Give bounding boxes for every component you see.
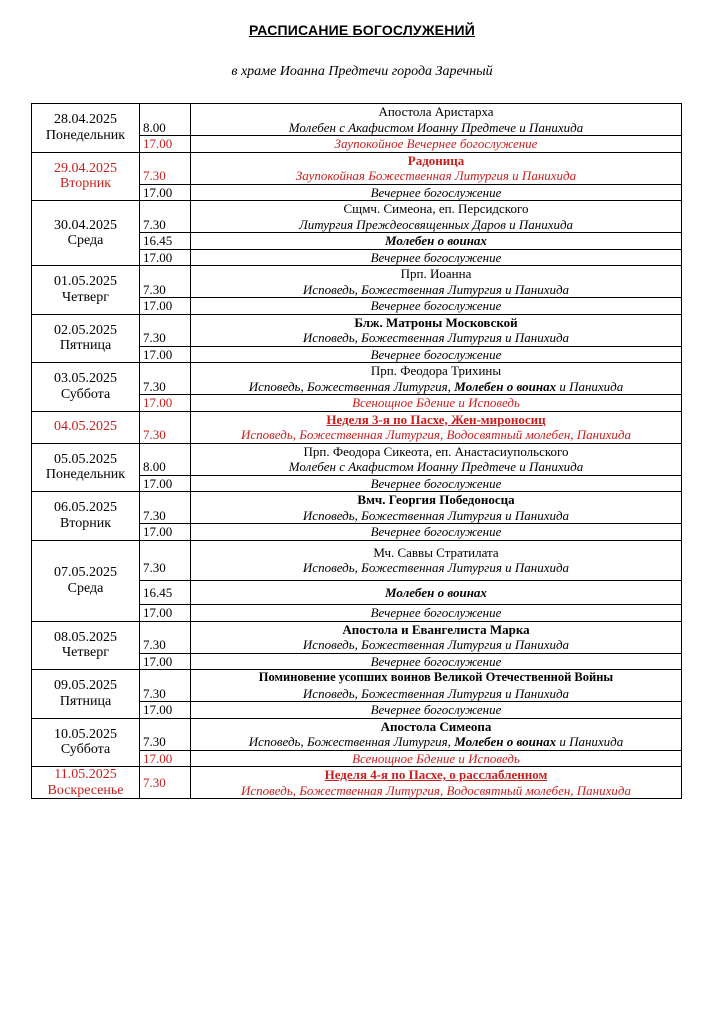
feast-name: Апостола Аристарха — [378, 104, 494, 119]
time-text: 8.00 — [143, 459, 166, 474]
feast-name: Прп. Иоанна — [400, 266, 472, 281]
date-cell — [32, 670, 140, 719]
time-cell — [140, 492, 191, 524]
table-row — [32, 314, 682, 346]
date-cell — [32, 621, 140, 670]
weekday-text: Суббота — [60, 386, 111, 402]
service-cell — [191, 266, 682, 298]
service-text: Вечернее богослужение — [370, 475, 502, 491]
service-cell — [191, 314, 682, 346]
time-cell — [140, 314, 191, 346]
time-cell — [140, 184, 191, 201]
service-text: Литургия Преждеосвященных Даров и Панихида — [298, 216, 574, 232]
service-text: Исповедь, Божественная Литургия, Водосвятный молебен, Панихида — [241, 782, 631, 798]
time-text: 7.30 — [143, 507, 166, 523]
time-text: 17.00 — [143, 750, 173, 766]
table-row — [32, 104, 682, 136]
date-cell — [32, 540, 140, 621]
date-text: 03.05.2025 — [54, 371, 117, 387]
date-text: 29.04.2025 — [54, 160, 117, 176]
service-cell — [191, 524, 682, 541]
service-cell — [191, 670, 682, 702]
time-cell — [140, 395, 191, 412]
service-cell — [191, 411, 682, 443]
date-cell — [32, 152, 140, 201]
time-cell — [140, 346, 191, 363]
service-cell — [191, 249, 682, 266]
date-cell — [32, 314, 140, 363]
service-cell — [191, 104, 682, 136]
table-row — [32, 540, 682, 580]
service-cell — [191, 767, 682, 799]
date-text: 01.05.2025 — [54, 274, 117, 290]
weekday-text: Среда — [67, 580, 104, 596]
service-cell — [191, 201, 682, 233]
feast-name: Прп. Феодора Сикеота, еп. Анастасиупольского — [303, 443, 569, 459]
time-text: 17.00 — [143, 184, 173, 200]
feast-name: Блж. Матроны Московской — [354, 314, 518, 330]
date-cell — [32, 363, 140, 412]
weekday-text: Четверг — [62, 289, 109, 305]
table-row — [32, 152, 682, 184]
time-cell — [140, 298, 191, 315]
time-text: 17.00 — [143, 702, 173, 717]
date-text: 06.05.2025 — [54, 500, 117, 516]
service-text: Вечернее богослужение — [370, 184, 502, 200]
service-text: Исповедь, Божественная Литургия, Водосвятный молебен, Панихида — [241, 427, 631, 442]
time-text: 17.00 — [143, 524, 173, 539]
date-cell — [32, 492, 140, 541]
date-text: 02.05.2025 — [54, 322, 117, 338]
table-row — [32, 201, 682, 233]
time-cell — [140, 201, 191, 233]
weekday-text: Четверг — [62, 645, 109, 661]
service-text: Молебен с Акафистом Иоанну Предтече и Панихида — [288, 459, 584, 474]
time-cell — [140, 266, 191, 298]
schedule-table — [31, 103, 682, 799]
time-cell — [140, 152, 191, 184]
service-text: Вечернее богослужение — [370, 346, 502, 362]
time-text: 7.30 — [143, 734, 166, 749]
time-cell — [140, 653, 191, 670]
time-cell — [140, 136, 191, 153]
time-text: 7.30 — [143, 168, 166, 183]
service-text: Молебен о воинах — [385, 233, 487, 248]
service-text: Вечернее богослужение — [370, 702, 502, 717]
time-cell — [140, 605, 191, 622]
service-cell — [191, 653, 682, 670]
service-cell — [191, 475, 682, 492]
date-text: 08.05.2025 — [54, 629, 117, 645]
feast-name: Апостола Симеопа — [380, 718, 492, 734]
service-cell — [191, 718, 682, 750]
time-text: 7.30 — [143, 378, 166, 394]
time-text: 16.45 — [143, 584, 173, 600]
date-cell — [32, 266, 140, 315]
service-text: Исповедь, Божественная Литургия и Панихида — [302, 685, 570, 701]
service-cell — [191, 363, 682, 395]
service-text: Вечернее богослужение — [370, 653, 502, 669]
feast-name: Апостола и Евангелиста Марка — [342, 621, 530, 637]
service-cell — [191, 152, 682, 184]
service-cell — [191, 443, 682, 475]
service-text: Вечернее богослужение — [370, 524, 502, 539]
table-row — [32, 411, 682, 443]
date-text: 10.05.2025 — [54, 726, 117, 742]
service-text: Вечернее богослужение — [370, 298, 502, 313]
time-cell — [140, 249, 191, 266]
date-cell — [32, 201, 140, 266]
service-text: Исповедь, Божественная Литургия и Панихида — [302, 637, 570, 652]
weekday-text: Понедельник — [45, 467, 126, 483]
service-cell — [191, 395, 682, 412]
time-cell — [140, 363, 191, 395]
time-cell — [140, 524, 191, 541]
table-row — [32, 718, 682, 750]
service-text: Исповедь, Божественная Литургия, Молебен о воинах и Панихида — [248, 734, 624, 749]
feast-name: Вмч. Георгия Победоносца — [357, 492, 515, 507]
table-row — [32, 670, 682, 702]
feast-name: Сщмч. Симеона, еп. Персидского — [343, 201, 529, 216]
time-text: 7.30 — [143, 685, 166, 701]
time-cell — [140, 621, 191, 653]
date-cell — [32, 718, 140, 767]
date-text: 04.05.2025 — [54, 419, 117, 435]
time-cell — [140, 475, 191, 492]
time-cell — [140, 718, 191, 750]
service-text: Вечернее богослужение — [370, 605, 502, 620]
time-text: 7.30 — [143, 281, 166, 297]
feast-name: Поминовение усопших воинов Великой Отечественной Войны — [258, 670, 614, 684]
date-text: 28.04.2025 — [54, 112, 117, 128]
table-row — [32, 767, 682, 799]
page-subtitle: в храме Иоанна Предтечи города Заречный — [231, 64, 493, 79]
service-cell — [191, 298, 682, 315]
table-row — [32, 621, 682, 653]
page-title: РАСПИСАНИЕ БОГОСЛУЖЕНИЙ — [248, 22, 476, 38]
time-cell — [140, 540, 191, 580]
time-text: 17.00 — [143, 136, 173, 151]
time-text: 17.00 — [143, 298, 173, 313]
weekday-text: Вторник — [59, 515, 112, 531]
time-cell — [140, 580, 191, 605]
date-cell — [32, 411, 140, 443]
time-text: 17.00 — [143, 605, 173, 620]
service-text: Всенощное Бдение и Исповедь — [352, 395, 520, 410]
service-text: Исповедь, Божественная Литургия и Панихида — [302, 507, 570, 523]
feast-name: Радоница — [407, 152, 465, 168]
weekday-text: Воскресенье — [47, 782, 124, 798]
time-cell — [140, 233, 191, 250]
service-text: Заупокойная Божественная Литургия и Панихида — [295, 168, 577, 183]
weekday-text: Пятница — [59, 693, 112, 709]
date-text: 09.05.2025 — [54, 678, 117, 694]
time-text: 16.45 — [143, 233, 173, 248]
time-cell — [140, 411, 191, 443]
table-row — [32, 266, 682, 298]
service-cell — [191, 580, 682, 605]
service-text: Исповедь, Божественная Литургия, Молебен о воинах и Панихида — [248, 378, 624, 394]
date-text: 30.04.2025 — [54, 217, 117, 233]
time-cell — [140, 443, 191, 475]
service-cell — [191, 233, 682, 250]
date-cell — [32, 104, 140, 153]
service-text: Вечернее богослужение — [370, 249, 502, 265]
time-text: 7.30 — [143, 637, 166, 652]
service-cell — [191, 184, 682, 201]
date-cell — [32, 443, 140, 492]
time-text: 7.30 — [143, 427, 166, 442]
feast-name: Прп. Феодора Трихины — [370, 363, 502, 378]
service-cell — [191, 540, 682, 580]
time-text: 7.30 — [143, 216, 166, 232]
service-cell — [191, 621, 682, 653]
weekday-text: Вторник — [59, 176, 112, 192]
date-text: 05.05.2025 — [54, 451, 117, 467]
service-text: Молебен о воинах — [385, 584, 487, 600]
weekday-text: Среда — [67, 233, 104, 248]
time-cell — [140, 750, 191, 767]
weekday-text: Суббота — [60, 742, 111, 758]
time-cell — [140, 104, 191, 136]
time-text: 17.00 — [143, 395, 173, 410]
weekday-text: Пятница — [59, 338, 112, 354]
service-text: Заупокойное Вечернее богослужение — [334, 136, 538, 151]
date-text: 07.05.2025 — [54, 565, 117, 580]
service-cell — [191, 492, 682, 524]
feast-name: Неделя 3-я по Пасхе, Жен-мироносиц — [326, 411, 546, 427]
table-row — [32, 443, 682, 475]
time-cell — [140, 702, 191, 719]
date-text: 11.05.2025 — [54, 767, 117, 782]
time-text: 7.30 — [143, 774, 166, 790]
date-cell — [32, 767, 140, 799]
service-text: Исповедь, Божественная Литургия и Панихида — [302, 330, 570, 345]
feast-name: Мч. Саввы Стратилата — [373, 544, 499, 560]
service-text: Молебен с Акафистом Иоанну Предтече и Панихида — [288, 119, 584, 135]
time-text: 17.00 — [143, 653, 173, 669]
table-row — [32, 363, 682, 395]
time-text: 7.30 — [143, 330, 166, 345]
time-text: 17.00 — [143, 475, 173, 491]
service-text: Исповедь, Божественная Литургия и Панихида — [302, 281, 570, 297]
time-text: 7.30 — [143, 560, 166, 575]
service-cell — [191, 136, 682, 153]
table-row — [32, 492, 682, 524]
service-cell — [191, 346, 682, 363]
service-text: Всенощное Бдение и Исповедь — [352, 750, 520, 766]
time-text: 17.00 — [143, 249, 173, 265]
time-cell — [140, 767, 191, 799]
service-cell — [191, 702, 682, 719]
time-cell — [140, 670, 191, 702]
service-text: Исповедь, Божественная Литургия и Панихида — [302, 560, 570, 575]
feast-name: Неделя 4-я по Пасхе, о расслабленном — [324, 767, 548, 782]
time-text: 17.00 — [143, 346, 173, 362]
time-text: 8.00 — [143, 119, 166, 135]
service-cell — [191, 750, 682, 767]
service-cell — [191, 605, 682, 622]
weekday-text: Понедельник — [45, 127, 126, 143]
